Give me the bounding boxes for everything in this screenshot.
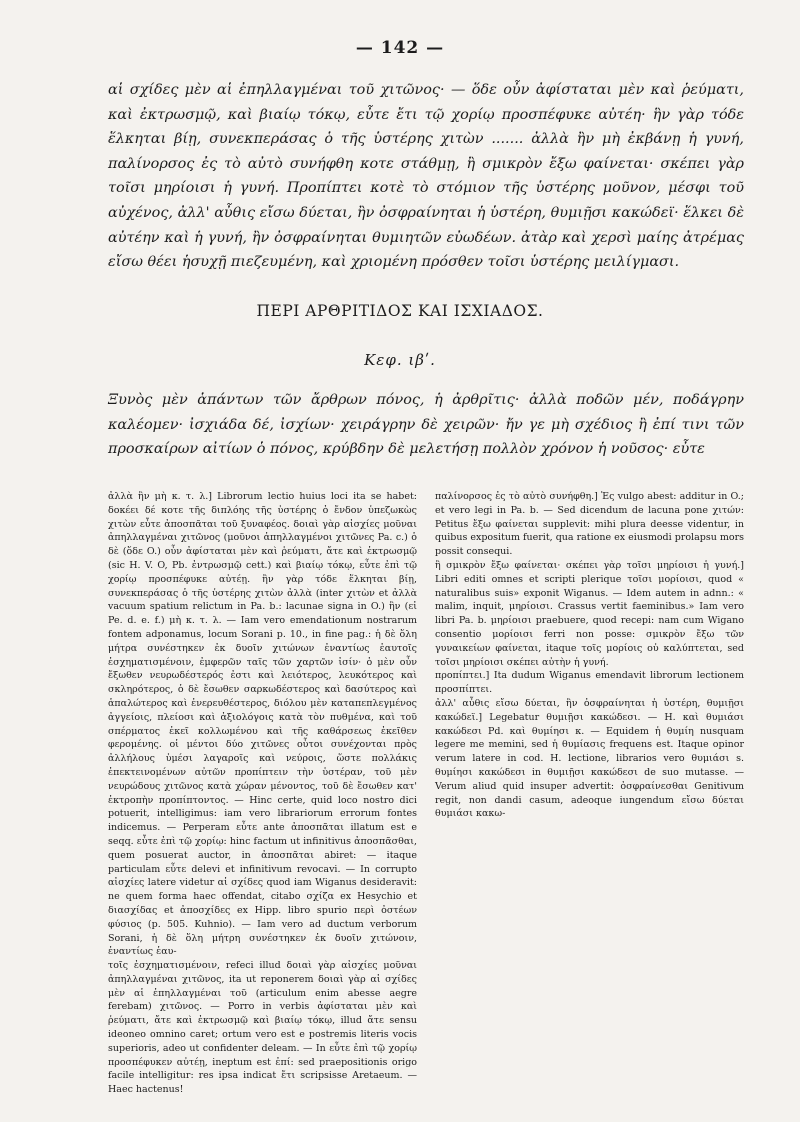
main-text-paragraph-1: αἱ σχίδες μὲν αἱ ἐπηλλαγμέναι τοῦ χιτῶνος· — ὅδε οὖν ἀφίσταται μὲν καὶ ῥεύματι, καὶ ἐκτρωσμῷ, καὶ βιαίῳ τόκῳ, εὖτε ἔτι τῷ χορίῳ προσπέφυκε αὐτέη· ἣν γὰρ τόδε ἕλκηται βίῃ, συνεκπεράσας ὁ τῆς ὑστέρης χιτὼν ....... ἀλλὰ ἢν μὴ ἐκβάνῃ ἡ γυνή, παλίνορσος ἐς τὸ αὐτὸ συνήφθη κοτε στάθμῃ, ἢ σμικρὸν ἔξω φαίνεται· σκέπει γὰρ τοῖσι μηρίοισι ἡ γυνή. Προπίπτει κοτὲ τὸ στόμιον τῆς ὑστέρης μοῦνον, μέσφι τοῦ αὐχένος, ἀλλ' αὖθις εἴσω δύεται, ἢν ὀσφραίνηται ἡ ὑστέρη, θυμιῇσι κακώδεϊ· ἕλκει δὲ αὐτέην καὶ ἡ γυνή, ἢν ὀσφραίνηται θυμιητῶν εὐωδέων. ἀτὰρ καὶ χερσὶ μαίης ἀτρέμας εἴσω θέει ἡσυχῇ πιεζευμένη, καὶ χριομένη πρόσθεν τοῖσι ὑστέρης μειλίγμασι.	[108, 82, 744, 271]
footnote: παλίνορσος ἐς τὸ αὐτὸ συνήφθη.] Ἐς vulgo abest: additur in O.; et vero legi in Pa. b. — Sed dicendum de lacuna pone χιτών: Petitus ἔξω φαίνεται supplevit: mihi plura deesse videntur, in quibus expositum fuerit, qua ratione ex eiusmodi prolapsu mors possit consequi.	[435, 491, 744, 558]
footnote: ἢ σμικρὸν ἔξω φαίνεται· σκέπει γὰρ τοῖσι μηρίοισι ἡ γυνή.] Libri editi omnes et scripti plerique τοῖσι μορίοισι, quod « naturalibus suis» exponit Wiganus. — Idem autem in adnn.: « malim, inquit, μηρίοισι. Crassus vertit faeminibus.» Iam vero libri Pa. b. μηρίοισι praebuere, quod recepi: nam cum Wigano consentio μορίοισι ferri non posse: σμικρὸν ἔξω τῶν γυναικείων φαίνεται, itaque τοῖς μορίοις οὐ καλύπτεται, sed τοῖσι μηρίοισι σκέπει αὐτὴν ἡ γυνή.	[435, 559, 744, 668]
page-number: — 142 —	[355, 38, 445, 58]
main-text-paragraph-2: Ξυνὸς μὲν ἁπάντων τῶν ἄρθρων πόνος, ἡ ἀρθρῖτις· ἀλλὰ ποδῶν μέν, ποδάγρην καλέομεν· ἰσχιάδα δέ, ἰσχίων· χειράγρην δὲ χειρῶν· ἤν γε μὴ σχέδιος ἢ ἐπί τινι τῶν προσκαίρων αἰτίων ὁ πόνος, κρύβδην δὲ μελετήσῃ πολλὸν χρόνον ἡ νοῦσος· εὖτε	[108, 392, 744, 458]
footnote: ἀλλὰ ἢν μὴ κ. τ. λ.] Librorum lectio huius loci ita se habet: δοκέει δέ κοτε τῆς διπλόης τῆς ὑστέρης ὁ ἔνδον ὑπεζωκὼς χιτὼν εὖτε ἀποσπᾶται τοῦ ξυναφέος. δοιαὶ γὰρ αἰσχίες μοῦναι ἀπηλλαγμέναι χιτῶνος (μοῦνοι ἀπηλλαγμένοι χιτῶνες Pa. c.) ὁ δὲ (ὅδε O.) οὖν ἀφίσταται μὲν καὶ ῥεύματι, ἄτε καὶ ἐκτρωσμῷ (sic H. V. O, Pb. ἐντρωσμῷ cett.) καὶ βιαίῳ τόκῳ, εὖτε ἐπὶ τῷ χορίῳ προσπέφυκε αὐτέῃ. ἢν γὰρ τόδε ἕλκηται βίῃ, συνεκπεράσας ὁ τῆς ὑστέρης χιτὼν ἀλλὰ (inter χιτὼν et ἀλλὰ vacuum spatium relictum in Pa. b.: lacunae signa in O.) ἢν (εἰ Pe. d. e. f.) μὴ κ. τ. λ. — Iam vero emendationum nostrarum fontem adponamus, locum Sorani p. 10., in fine pag.: ἡ δὲ ὅλη μήτρα συνέστηκεν ἐκ δυοῖν χιτώνων ἐναντίως ἑαυτοῖς ἐσχηματισμένοιν, ἐμφερῶν ταῖς τῶν χαρτῶν ἰσίν· ὁ μὲν οὖν ἔξωθεν νευρωδέστερός ἐστι καὶ λειότερος, λευκότερος καὶ σκληρότερος, ὁ δὲ ἔσωθεν σαρκωδέστερος καὶ δασύτερος καὶ ἁπαλώτερος καὶ ἐνερευθέστερος, διόλου μὲν καταπεπλεγμένος ἀγγείοις, πλείοσι καὶ ἀξιολόγοις κατὰ τὸν πυθμένα, καὶ τοῦ σπέρματος ἐκεῖ κολλωμένου καὶ τῆς καθάρσεως ἐκεῖθεν φερομένης. οἱ μέντοι δύο χιτῶνες οὗτοι συνέχονται πρὸς ἀλλήλους ὑμέσι λαγαροῖς καὶ νεύροις, ὥστε πολλάκις ἐπεκτεινομένων αὐτῶν προπίπτειν τὴν ὑστέραν, τοῦ μὲν νευρώδους χιτῶνος κατὰ χώραν μένοντος, τοῦ δὲ ἔσωθεν κατ' ἐκτροπὴν προπίπτοντος. — Hinc certe, quid loco nostro dici potuerit, intelligimus: iam vero librariorum errorum fontes indicemus. — Perperam εὖτε ante ἀποσπᾶται illatum est e seqq. εὖτε ἐπὶ τῷ χορίῳ: hinc factum ut infinitivus ἀποσπᾶσθαι, quem posuerat auctor, in ἀποσπᾶται abiret: — itaque particulam εὖτε delevi et infinitivum revocavi. — In corrupto αἰσχίες latere videtur αἱ σχίδες quod iam Wiganus desideravit: ne quem forma haec offendat, citabo σχίζα ex Hesychio et διασχίδας et ἀποσχίδες ex Hipp. libro spurio περὶ ὀστέων φύσιος (p. 505. Kuhnio). — Iam vero ad ductum verborum Sorani, ἡ δὲ ὅλη μήτρη συνέστηκεν ἐκ δυοῖν χιτώνοιν, ἐναντίως ἑαυ-	[108, 491, 417, 958]
footnote: προπίπτει.] Ita dudum Wiganus emendavit librorum lectionem προσπίπτει.	[435, 670, 744, 696]
footnote: ἀλλ' αὖθις εἴσω δύεται, ἢν ὀσφραίνηται ἡ ὑστέρη, θυμιῇσι κακώδεϊ.] Legebatur θυμιῇσι κακώδεσι. — H. καὶ θυμιάσι κακώδεσι Pd. καὶ θυμίησι κ. — Equidem ἡ θυμίη nusquam legere me memini, sed ἡ θυμίασις frequens est. Itaque opinor verum latere in cod. H. lectione, librarios vero θυμιάσι s. θυμίησι κακώδεσι in θυμιῇσι κακώδεσι de suo mutasse. — Verum aliud quid insuper advertit: ὀσφραίνεσθαι Genitivum regit, non dandi casum, adeoque iungendum εἴσω δύεται θυμιάσι κακω-	[435, 697, 744, 820]
footnotes	[108, 490, 744, 1100]
section-heading: ΠΕΡΙ ΑΡΘΡΙΤΙΔΟΣ ΚΑΙ ΙΣΧΙΑΔΟΣ.	[256, 302, 544, 320]
chapter-label: Κεφ. ιβʹ.	[364, 351, 436, 369]
footnote: τοῖς ἐσχηματισμένοιν, refeci illud δοιαὶ γὰρ αἰσχίες μοῦναι ἀπηλλαγμέναι χιτῶνος, ita ut reponerem δοιαὶ γὰρ αἱ σχίδες μὲν αἱ ἐπηλλαγμέναι τοῦ (articulum enim abesse aegre ferebam) χιτῶνος. — Porro in verbis ἀφίσταται μὲν καὶ ῥεύματι, ἄτε καὶ ἐκτρωσμῷ καὶ βιαίῳ τόκῳ, illud ἄτε sensu ideoneo omnino caret; ortum vero est e postremis literis vocis superioris, adeo ut confidenter deleam. — In εὖτε ἐπὶ τῷ χορίῳ προσπέφυκεν αὐτέῃ, ineptum est ἐπί: sed praepositionis origo facile intelligitur: res ipsa indicat ἔτι scripsisse Aretaeum. — Haec hactenus!	[108, 960, 417, 1096]
